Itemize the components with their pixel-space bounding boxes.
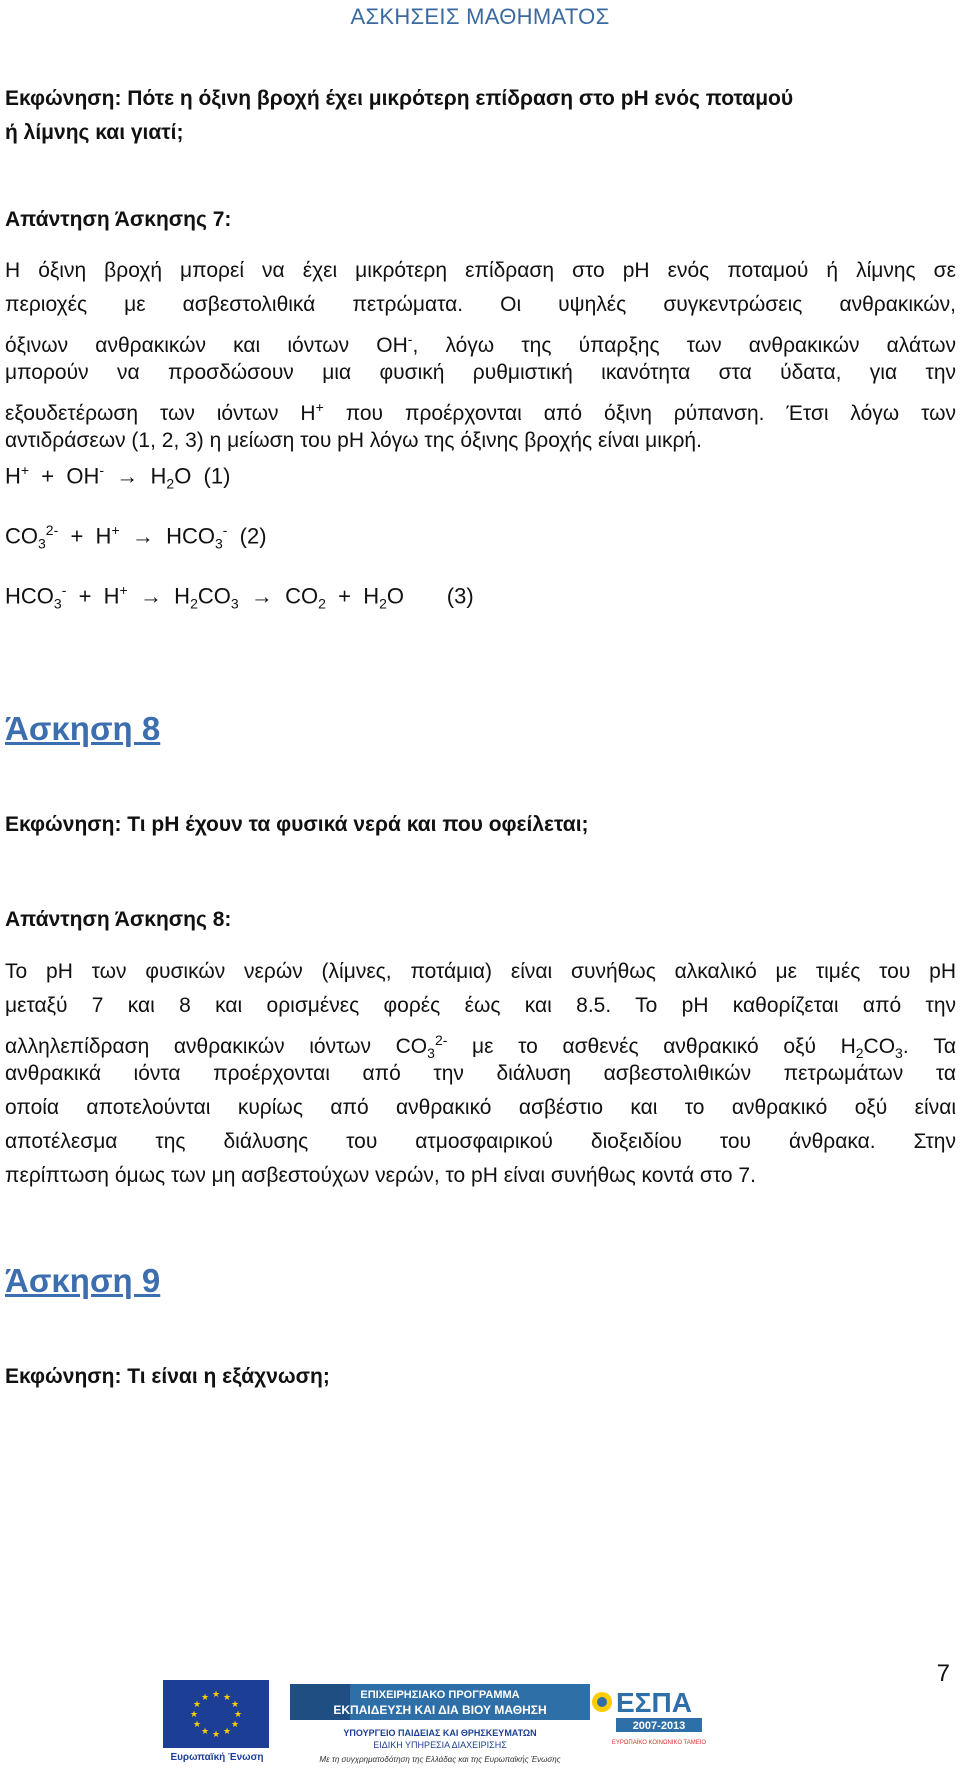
answer-8-heading: Απάντηση Άσκησης 8: — [5, 908, 232, 931]
paragraph-line: ανθρακικά ιόντα προέρχονται από την διάλυση ασβεστολιθικών πετρωμάτων τα — [5, 1062, 956, 1085]
answer-7-paragraph — [5, 254, 956, 458]
svg-text:ΕΚΠΑΙΔΕΥΣΗ ΚΑΙ ΔΙΑ ΒΙΟΥ ΜΑΘΗΣΗ: ΕΚΠΑΙΔΕΥΣΗ ΚΑΙ ΔΙΑ ΒΙΟΥ ΜΑΘΗΣΗ — [333, 1703, 547, 1717]
question-line: Εκφώνηση: Πότε η όξινη βροχή έχει μικρότερη επίδραση στο pH ενός ποταμού — [5, 87, 794, 110]
question-line: ή λίμνης και γιατί; — [5, 121, 184, 144]
svg-text:★: ★ — [230, 1700, 240, 1710]
paragraph-line: Το pH των φυσικών νερών (λίμνες, ποτάμια) είναι συνήθως αλκαλικό με τιμές του pH — [5, 960, 956, 983]
paragraph-line: αποτέλεσμα της διάλυσης του ατμοσφαιρικού διοξειδίου του άνθρακα. Στην — [5, 1130, 956, 1153]
paragraph-line: περίπτωση όμως των μη ασβεστούχων νερών, το pH είναι συνήθως κοντά στο 7. — [5, 1164, 756, 1187]
svg-text:★: ★ — [200, 1693, 210, 1703]
exercise-7-question — [5, 82, 955, 150]
svg-text:★: ★ — [211, 1730, 221, 1740]
program-logo — [290, 1680, 590, 1764]
svg-text:★: ★ — [211, 1690, 221, 1700]
exercise-9-question: Εκφώνηση: Τι είναι η εξάχνωση; — [5, 1365, 330, 1388]
svg-text:★: ★ — [192, 1700, 202, 1710]
svg-text:ΥΠΟΥΡΓΕΙΟ ΠΑΙΔΕΙΑΣ ΚΑΙ ΘΡΗΣΚΕΥ: ΥΠΟΥΡΓΕΙΟ ΠΑΙΔΕΙΑΣ ΚΑΙ ΘΡΗΣΚΕΥΜΑΤΩΝ — [343, 1728, 537, 1738]
svg-text:★: ★ — [200, 1727, 210, 1737]
paragraph-line: μεταξύ 7 και 8 και ορισμένες φορές έως και 8.5. Το pH καθορίζεται από την — [5, 994, 956, 1017]
answer-7-heading: Απάντηση Άσκησης 7: — [5, 208, 232, 231]
paragraph-line: οποία αποτελούνται κυρίως από ανθρακικό ασβέστιο και το ανθρακικό οξύ είναι — [5, 1096, 956, 1119]
exercise-8-title-link[interactable]: Άσκηση 8 — [5, 710, 161, 747]
paragraph-line: περιοχές με ασβεστολιθικά πετρώματα. Οι υψηλές συγκεντρώσεις ανθρακικών, — [5, 293, 956, 316]
paragraph-line: αντιδράσεων (1, 2, 3) η μείωση του pH λόγω της όξινης βροχής είναι μικρή. — [5, 429, 702, 452]
eu-label: Ευρωπαϊκή Ένωση — [170, 1752, 264, 1763]
exercise-9-title-link[interactable]: Άσκηση 9 — [5, 1262, 161, 1299]
eu-flag-logo — [163, 1680, 269, 1748]
espa-logo — [588, 1680, 708, 1750]
equation-2: $CO_3^{2-} + H^+ \to HCO_3^-$ (2) — [5, 522, 267, 552]
paragraph-line: εξουδετέρωση των ιόντων H+ που προέρχονται από όξινη ρύπανση. Έτσι λόγω των — [5, 399, 956, 425]
exercise-8-question: Εκφώνηση: Τι pH έχουν τα φυσικά νερά και που οφείλεται; — [5, 813, 589, 836]
svg-text:★: ★ — [230, 1720, 240, 1730]
paragraph-line: μπορούν να προσδώσουν μια φυσική ρυθμιστική ικανότητα στα ύδατα, για την — [5, 361, 956, 384]
svg-text:★: ★ — [189, 1710, 199, 1720]
paragraph-line: Η όξινη βροχή μπορεί να έχει μικρότερη επίδραση στο pH ενός ποταμού ή λίμνης σε — [5, 259, 956, 282]
svg-text:ΕΠΙΧΕΙΡΗΣΙΑΚΟ ΠΡΟΓΡΑΜΜΑ: ΕΠΙΧΕΙΡΗΣΙΑΚΟ ΠΡΟΓΡΑΜΜΑ — [360, 1689, 520, 1701]
svg-text:Με τη συγχρηματοδότηση της Ελλ: Με τη συγχρηματοδότηση της Ελλάδας και της Ευρωπαϊκής Ένωσης — [319, 1755, 561, 1764]
svg-text:★: ★ — [222, 1727, 232, 1737]
svg-text:ΕΣΠΑ: ΕΣΠΑ — [616, 1687, 692, 1718]
svg-text:2007-2013: 2007-2013 — [632, 1720, 686, 1732]
running-header: ΑΣΚΗΣΕΙΣ ΜΑΘΗΜΑΤΟΣ — [350, 4, 610, 29]
svg-text:★: ★ — [222, 1693, 232, 1703]
equation-3: $HCO_3^- + H^+ \to H_2CO_3 \to CO_2 + H_2O$ (3) — [5, 582, 474, 612]
answer-8-paragraph — [5, 955, 956, 1193]
equation-1: $H^+ + OH^- \to H_2O$ (1) — [5, 462, 231, 492]
paragraph-line: όξινων ανθρακικών και ιόντων OH-, λόγω της ύπαρξης των ανθρακικών αλάτων — [5, 331, 957, 357]
paragraph-line: αλληλεπίδραση ανθρακικών ιόντων $CO_3^{2-}$ με το ασθενές ανθρακικό οξύ $H_2CO_3$. Τα — [5, 1032, 956, 1062]
svg-text:★: ★ — [192, 1720, 202, 1730]
page-number: 7 — [936, 1660, 950, 1687]
svg-text:ΕΙΔΙΚΗ ΥΠΗΡΕΣΙΑ ΔΙΑΧΕΙΡΙΣΗΣ: ΕΙΔΙΚΗ ΥΠΗΡΕΣΙΑ ΔΙΑΧΕΙΡΙΣΗΣ — [373, 1740, 507, 1750]
svg-text:★: ★ — [233, 1710, 243, 1720]
svg-text:ΕΥΡΩΠΑΪΚΟ ΚΟΙΝΩΝΙΚΟ ΤΑΜΕΙΟ: ΕΥΡΩΠΑΪΚΟ ΚΟΙΝΩΝΙΚΟ ΤΑΜΕΙΟ — [611, 1740, 707, 1746]
